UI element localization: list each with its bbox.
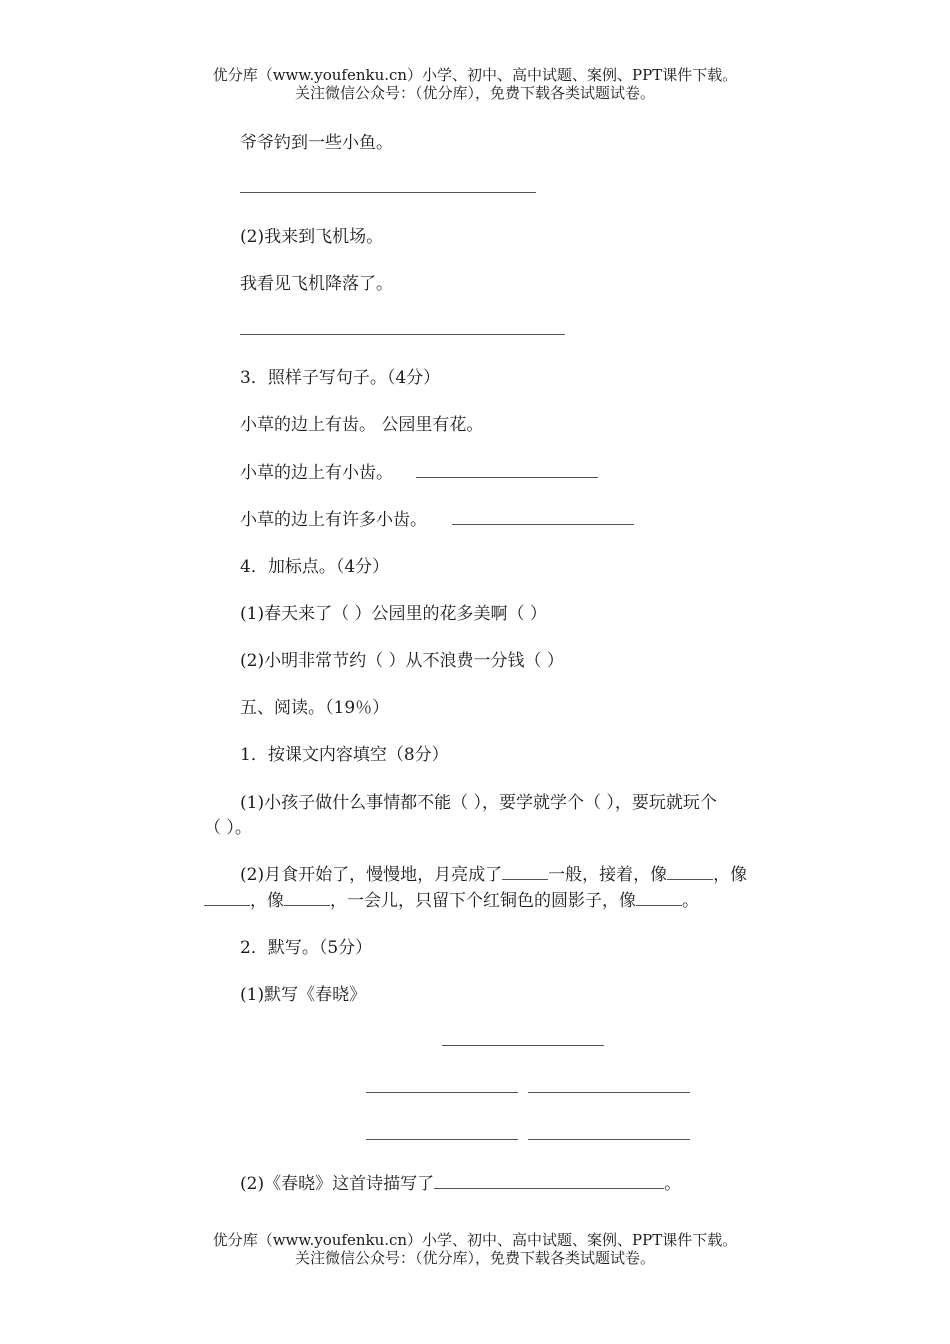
poem-question [240,1169,681,1194]
item-2-airport: (2)我来到飞机场。 [240,227,384,247]
fill-text: ，像 [250,891,284,911]
header-line-2: 关注微信公众号：（优分库），免费下载各类试题试卷。 [294,84,655,102]
page-header [0,66,950,102]
poem-line [366,1139,518,1140]
question-1-title: 1．按课文内容填空（8分） [240,745,449,765]
poem-title-line [442,1045,604,1046]
fill-text: (2)月食开始了，慢慢地，月亮成了 [240,865,503,885]
answer-blank[interactable] [636,891,682,906]
question-2-title: 2．默写。（5分） [240,938,373,958]
example-text: 小草的边上有许多小齿。 [240,510,427,530]
fill-item-2-line-2 [204,886,699,911]
poem-line [528,1139,690,1140]
example-line-3 [240,505,634,530]
fill-item-1-line-2: （ ）。 [204,818,252,838]
example-text: 小草的边上有小齿。 [240,463,393,483]
poem-prompt: (1)默写《春晓》 [240,985,367,1005]
fill-text: ，像 [713,865,748,885]
punctuation-item-2: (2)小明非常节约（ ）从不浪费一分钱（ ） [240,651,564,671]
sentence-plane-landing: 我看见飞机降落了。 [240,274,393,294]
question-4-title: 4．加标点。（4分） [240,557,390,577]
poem-line [366,1092,518,1093]
answer-blank[interactable] [284,891,330,906]
answer-blank[interactable] [452,510,634,525]
footer-line-2: 关注微信公众号：（优分库），免费下载各类试题试卷。 [294,1249,655,1267]
answer-blank[interactable] [667,865,713,880]
header-line-1: 优分库（www.youfenku.cn）小学、初中、高中试题、案例、PPT课件下载。 [212,66,738,84]
fill-text: 。 [664,1174,682,1194]
fill-text: 一般，接着，像 [548,865,668,885]
answer-blank[interactable] [204,891,250,906]
answer-blank[interactable] [502,865,548,880]
punctuation-item-1: (1)春天来了（ ）公园里的花多美啊（ ） [240,604,547,624]
footer-line-1: 优分库（www.youfenku.cn）小学、初中、高中试题、案例、PPT课件下载。 [212,1231,738,1249]
sentence-grandpa-fish: 爷爷钓到一些小鱼。 [240,133,393,153]
fill-item-2-line-1 [240,860,747,885]
answer-blank[interactable] [434,1174,664,1189]
question-3-title: 3．照样子写句子。（4分） [240,368,441,388]
fill-text: 。 [682,891,699,911]
fill-text: (2)《春晓》这首诗描写了 [240,1174,435,1194]
answer-blank[interactable] [416,463,598,478]
example-line-2 [240,458,598,483]
poem-line [528,1092,690,1093]
fill-text: ，一会儿，只留下个红铜色的圆影子，像 [330,891,636,911]
fill-item-1-line-1: (1)小孩子做什么事情都不能（ ），要学就学个（ ），要玩就玩个 [240,793,717,813]
section-5-title: 五、阅读。（19％） [240,698,390,718]
answer-line [240,192,536,193]
page-footer [0,1231,950,1267]
example-sentences: 小草的边上有齿。 公园里有花。 [240,415,484,435]
answer-line [240,334,565,335]
